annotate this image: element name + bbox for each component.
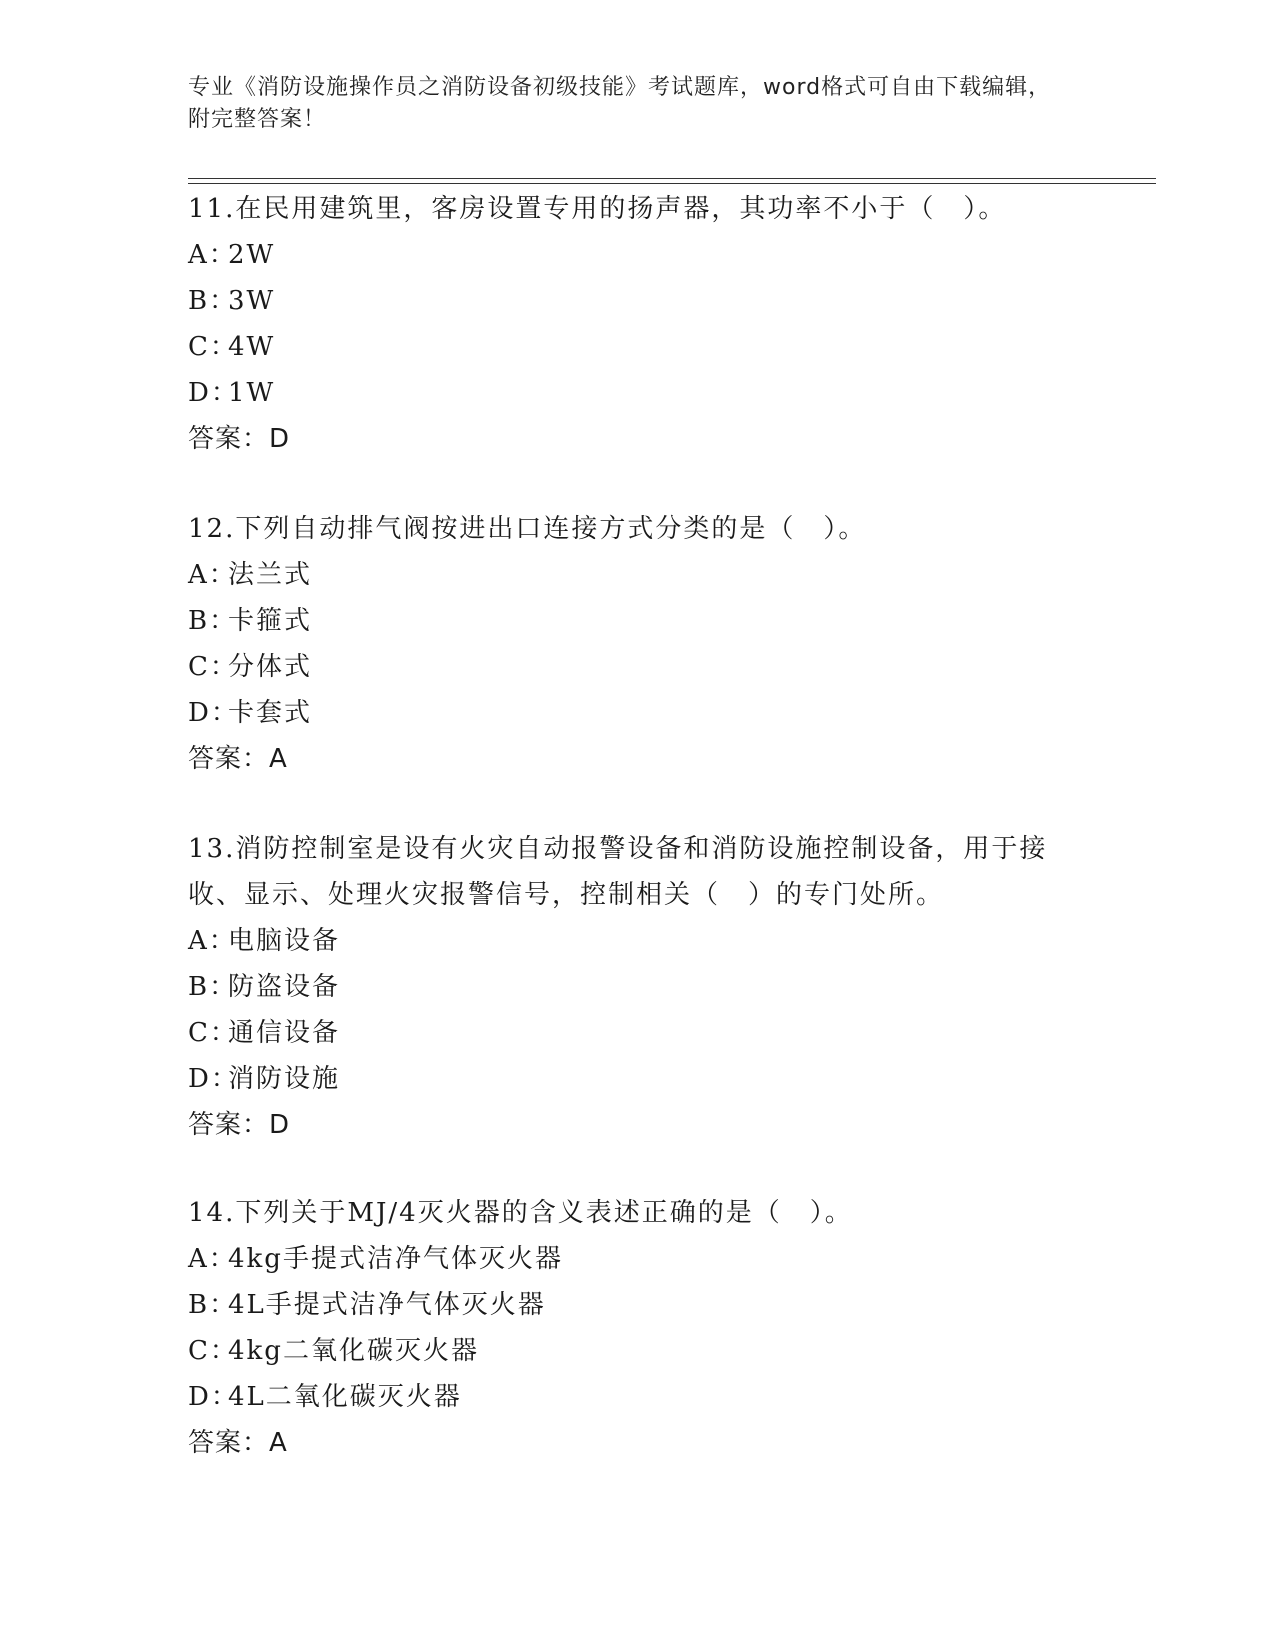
question-stem: 11.在民用建筑里，客房设置专用的扬声器，其功率不小于（ ）。 xyxy=(188,194,1007,224)
option-text: 防盗设备 xyxy=(228,972,341,1002)
option-key: A： xyxy=(188,560,237,590)
option-key: C： xyxy=(188,652,238,682)
option-text: 消防设施 xyxy=(228,1064,341,1094)
question-12 xyxy=(188,506,1088,782)
answer-line: 答案：A xyxy=(188,1428,288,1458)
option-c xyxy=(188,1328,1088,1374)
option-key: B： xyxy=(188,286,238,316)
option-d xyxy=(188,690,1088,736)
option-text: 卡箍式 xyxy=(228,606,313,636)
option-key: D： xyxy=(188,378,239,408)
option-key: D： xyxy=(188,1064,239,1094)
header-divider-top xyxy=(188,178,1156,179)
answer-line: 答案：A xyxy=(188,744,288,774)
answer-line: 答案：D xyxy=(188,424,291,454)
option-text: 4kg手提式洁净气体灭火器 xyxy=(228,1244,563,1274)
option-key: A： xyxy=(188,926,237,956)
option-d xyxy=(188,1374,1088,1420)
question-14 xyxy=(188,1190,1088,1466)
option-key: C： xyxy=(188,1336,238,1366)
option-key: C： xyxy=(188,332,238,362)
option-c xyxy=(188,1010,1088,1056)
option-text: 2W xyxy=(228,240,276,270)
option-text: 3W xyxy=(228,286,276,316)
option-text: 卡套式 xyxy=(228,698,313,728)
question-stem: 13.消防控制室是设有火灾自动报警设备和消防设施控制设备，用于接收、显示、处理火灾报警信号，控制相关（ ）的专门处所。 xyxy=(188,834,1048,910)
document-header: 专业《消防设施操作员之消防设备初级技能》考试题库，word格式可自由下载编辑，附完整答案！ xyxy=(188,75,1052,132)
option-a xyxy=(188,232,1088,278)
option-c xyxy=(188,324,1088,370)
option-key: D： xyxy=(188,1382,239,1412)
option-key: A： xyxy=(188,240,237,270)
option-b xyxy=(188,598,1088,644)
option-text: 1W xyxy=(228,378,276,408)
question-13 xyxy=(188,826,1088,1148)
question-stem: 14.下列关于MJ/4灭火器的含义表述正确的是（ ）。 xyxy=(188,1198,853,1228)
option-text: 4L手提式洁净气体灭火器 xyxy=(228,1290,546,1320)
option-text: 电脑设备 xyxy=(228,926,341,956)
option-key: B： xyxy=(188,606,238,636)
option-text: 法兰式 xyxy=(228,560,313,590)
answer-line: 答案：D xyxy=(188,1110,291,1140)
option-a xyxy=(188,552,1088,598)
option-key: D： xyxy=(188,698,239,728)
question-11 xyxy=(188,186,1088,462)
option-d xyxy=(188,370,1088,416)
question-stem: 12.下列自动排气阀按进出口连接方式分类的是（ ）。 xyxy=(188,514,867,544)
option-text: 4kg二氧化碳灭火器 xyxy=(228,1336,479,1366)
option-key: B： xyxy=(188,1290,238,1320)
option-key: C： xyxy=(188,1018,238,1048)
option-text: 分体式 xyxy=(228,652,313,682)
option-d xyxy=(188,1056,1088,1102)
option-b xyxy=(188,278,1088,324)
option-c xyxy=(188,644,1088,690)
option-a xyxy=(188,1236,1088,1282)
option-b xyxy=(188,964,1088,1010)
option-text: 通信设备 xyxy=(228,1018,341,1048)
option-a xyxy=(188,918,1088,964)
option-text: 4W xyxy=(228,332,276,362)
option-key: B： xyxy=(188,972,238,1002)
option-key: A： xyxy=(188,1244,237,1274)
option-text: 4L二氧化碳灭火器 xyxy=(228,1382,462,1412)
header-divider-bottom xyxy=(188,183,1156,184)
option-b xyxy=(188,1282,1088,1328)
